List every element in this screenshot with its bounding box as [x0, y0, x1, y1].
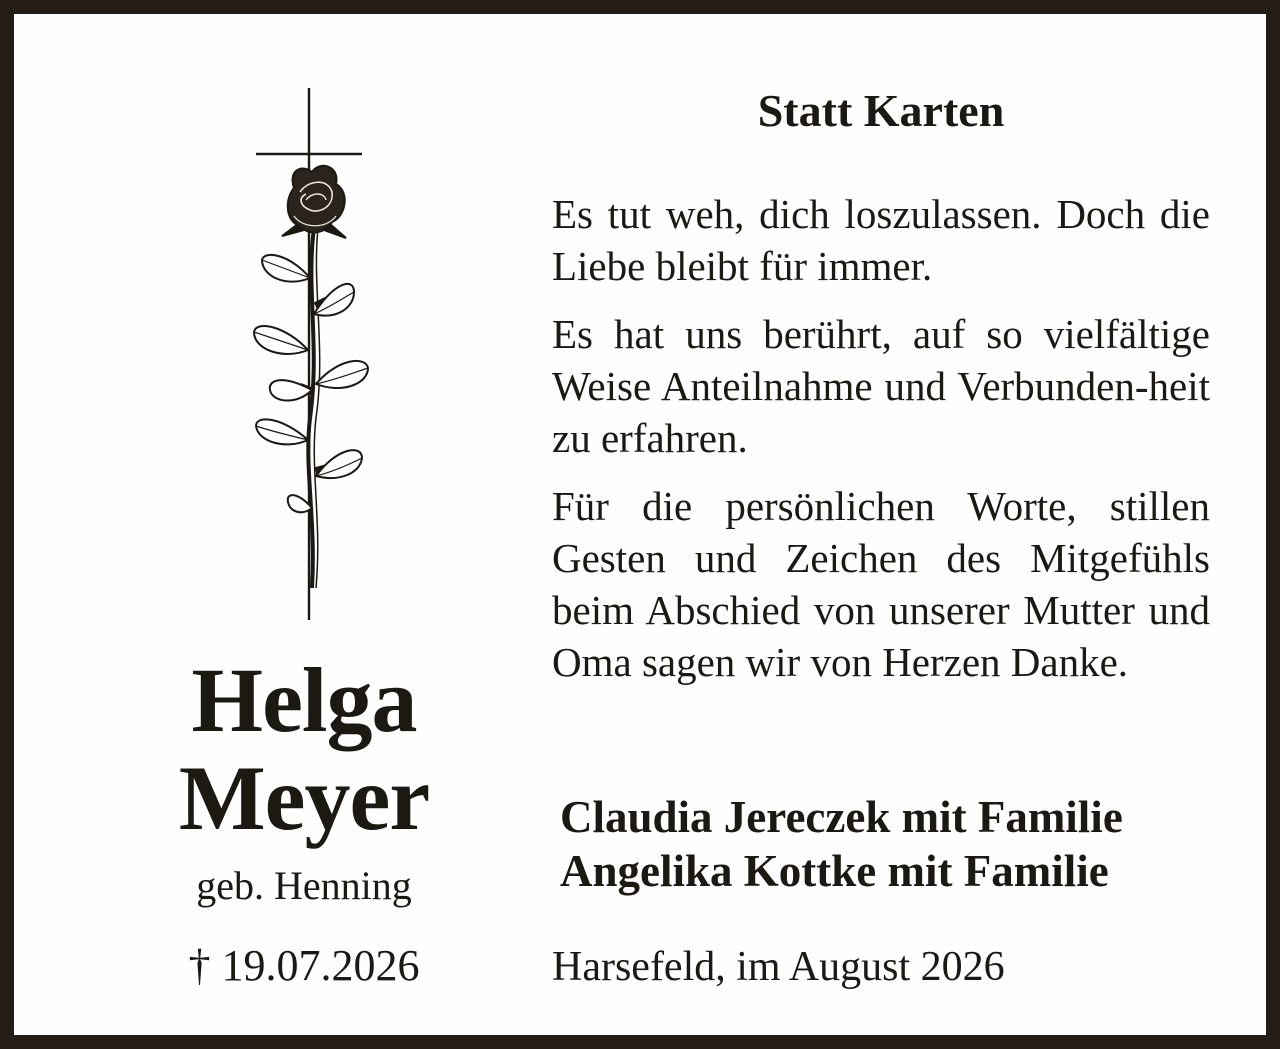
death-date: † 19.07.2026 [188, 941, 420, 990]
paragraph-farewell: Es tut weh, dich loszulassen. Doch die Liebe bleibt für immer. [552, 191, 1210, 289]
deceased-first-name: Helga [191, 649, 417, 751]
mourner-name: Angelika Kottke mit Familie [560, 846, 1109, 896]
place-and-date: Harsefeld, im August 2026 [552, 944, 1005, 990]
rose-icon [254, 166, 368, 588]
paragraph-sympathy: Es hat uns berührt, auf so vielfältige Weise Anteilnahme und Verbunden-heit zu erfahren. [552, 311, 1210, 461]
cross-icon [256, 88, 362, 620]
maiden-name: geb. Henning [196, 863, 412, 908]
mourners-list [560, 790, 1240, 898]
cross-with-rose-ornament [242, 88, 382, 623]
mourner-name: Claudia Jereczek mit Familie [560, 792, 1123, 842]
paragraph-thanks: Für die persönlichen Worte, stillen Gesten und Zeichen des Mitgefühls beim Abschied von unserer Mutter und Oma sagen wir von Herzen Danke. [552, 483, 1210, 685]
notice-heading: Statt Karten [757, 85, 1005, 136]
deceased-last-name: Meyer [178, 747, 430, 849]
